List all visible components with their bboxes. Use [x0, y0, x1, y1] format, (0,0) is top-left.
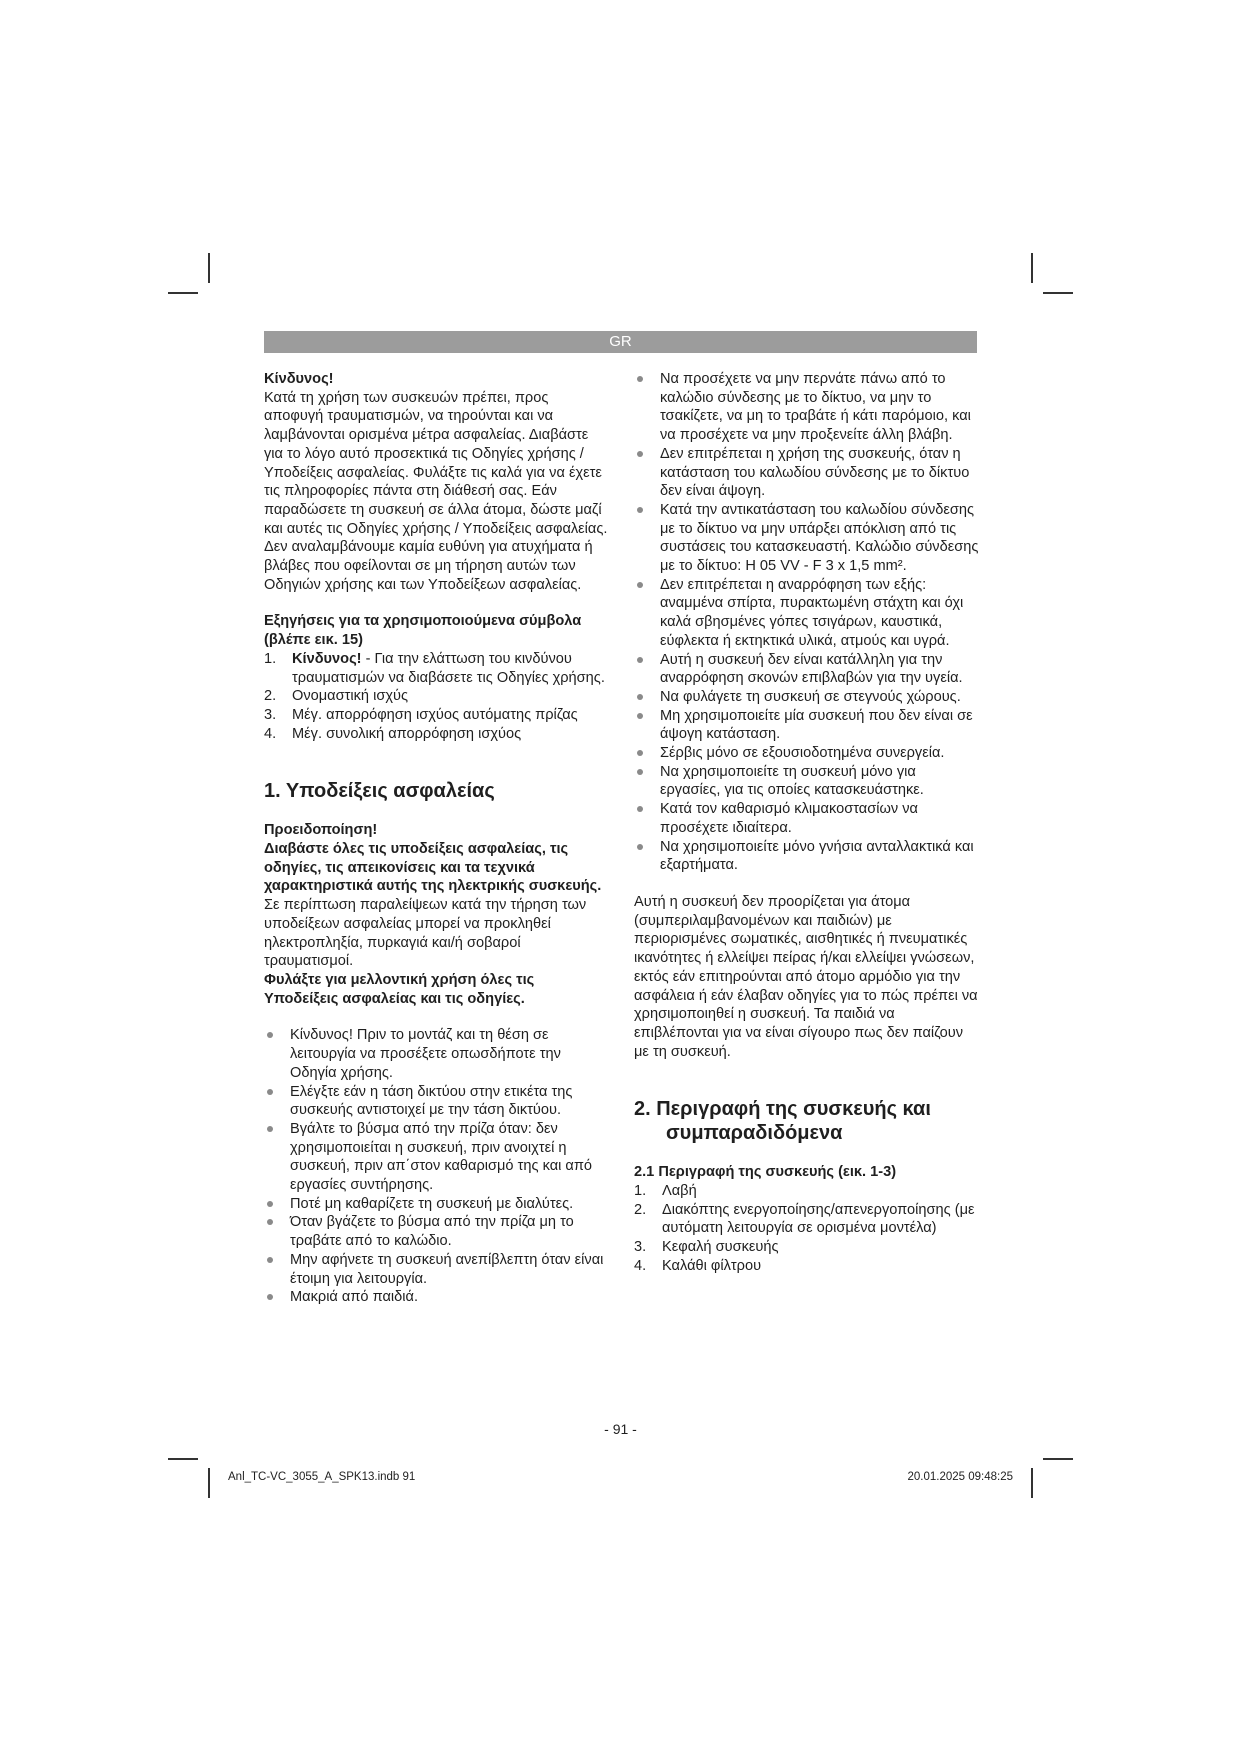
danger-title: Κίνδυνος! [264, 371, 334, 387]
list-item: 2. Διακόπτης ενεργοποίησης/απενεργοποίησης (με αυτόματη λειτουργία σε ορισμένα μοντέλα) [634, 1201, 975, 1237]
safety-bullets-left [264, 1026, 609, 1307]
warning-title: Προειδοποίηση! [264, 822, 378, 839]
safety-bullets-right [634, 370, 979, 875]
list-item: Κατά τον καθαρισμό κλιμακοστασίων να προσέχετε ιδιαίτερα. [634, 800, 979, 837]
symbols-list [264, 650, 609, 744]
section-2-1-heading: 2.1 Περιγραφή της συσκευής (εικ. 1-3) [634, 1164, 897, 1181]
keep-instructions: Φυλάξτε για μελλοντική χρήση όλες τις Υποδείξεις ασφαλείας και τις οδηγίες. [264, 971, 535, 1007]
list-item: Μακριά από παιδιά. [264, 1288, 609, 1307]
parts-list [634, 1182, 979, 1276]
footer-datetime: 20.01.2025 09:48:25 [907, 1471, 1013, 1483]
section-2-heading: 2. Περιγραφή της συσκευής και συμπαραδιδόμενα [634, 1098, 931, 1145]
list-item: Ελέγξτε εάν η τάση δικτύου στην ετικέτα της συσκευής αντιστοιχεί με την τάση δικτύου. [264, 1083, 609, 1120]
list-item: Να προσέχετε να μην περνάτε πάνω από το καλώδιο σύνδεσης με το δίκτυο, να μην το τσακίζετε, να μη το τραβάτε ή κάτι παρόμοιο, και να προσέχετε να μην προξενείτε άλλη βλάβη. [634, 370, 979, 445]
list-item: Ποτέ μη καθαρίζετε τη συσκευή με διαλύτες. [264, 1195, 609, 1214]
crop-mark [208, 253, 210, 283]
danger-text: Κατά τη χρήση των συσκευών πρέπει, προς αποφυγή τραυματισμών, να τηρούνται και να λαμβάνονται ορισμένα μέτρα ασφαλείας. Διαβάστε για το λόγο αυτό προσεκτικά τις Οδηγίες χρήσης / Υποδείξεις ασφαλείας. Φυλάξτε τις καλά για να έχετε τις πληροφορίες πάντα στη διάθεσή σας. Εάν παραδώσετε τη συσκευή σε άλλα άτομα, δώστε μαζί και αυτές τις Οδηγίες χρήσης / Υποδείξεις ασφαλείας. Δεν αναλαμβάνουμε καμία ευθύνη για ατυχήματα ή βλάβες που οφείλονται σε μη τήρηση αυτών των Οδηγιών χρήσης και των Υποδείξεων ασφαλείας. [264, 389, 608, 593]
list-item: 3. Μέγ. απορρόφηση ισχύος αυτόματης πρίζας [264, 706, 578, 723]
list-item: 3. Κεφαλή συσκευής [634, 1239, 779, 1256]
right-column [634, 370, 979, 1276]
list-item: 4. Μέγ. συνολική απορρόφηση ισχύος [264, 725, 522, 742]
list-item: Κίνδυνος! Πριν το μοντάζ και τη θέση σε λειτουργία να προσέξετε οπωσδήποτε την Οδηγία χρήσης. [264, 1026, 609, 1082]
list-item: Δεν επιτρέπεται η αναρρόφηση των εξής: αναμμένα σπίρτα, πυρακτωμένη στάχτη και όχι καλά σβησμένες γόπες τσιγάρων, καυστικά, εύφλεκτα ή εκτηκτικά υλικά, ατμούς και υγρά. [634, 576, 979, 651]
list-item: Μη χρησιμοποιείτε μία συσκευή που δεν είναι σε άψογη κατάσταση. [634, 707, 979, 744]
list-item: 4. Καλάθι φίλτρου [634, 1257, 762, 1274]
list-item: Δεν επιτρέπεται η χρήση της συσκευής, όταν η κατάσταση του καλωδίου σύνδεσης με το δίκτυο δεν είναι άψογη. [634, 445, 979, 501]
crop-mark [168, 292, 198, 294]
list-item: 1. Λαβή [634, 1183, 697, 1200]
list-item: Όταν βγάζετε το βύσμα από την πρίζα μη το τραβάτε από το καλώδιο. [264, 1213, 609, 1250]
section-1-heading: 1. Υποδείξεις ασφαλείας [264, 780, 495, 803]
list-item: Κατά την αντικατάσταση του καλωδίου σύνδεσης με το δίκτυο να μην υπάρξει απόκλιση από τις συστάσεις του κατασκευαστή. Καλώδιο σύνδεσης με το δίκτυο: H 05 VV - F 3 x 1,5 mm². [634, 501, 979, 576]
crop-mark [1043, 292, 1073, 294]
page-number: - 91 - [604, 1421, 637, 1437]
list-item: 1. Κίνδυνος! - Για την ελάττωση του κινδύνου τραυματισμών να διαβάσετε τις Οδηγίες χρήσης. [264, 650, 605, 686]
list-item: Να φυλάγετε τη συσκευή σε στεγνούς χώρους. [634, 688, 979, 707]
list-item: Αυτή η συσκευή δεν είναι κατάλληλη για την αναρρόφηση σκονών επιβλαβών για την υγεία. [634, 651, 979, 688]
warning-text: Διαβάστε όλες τις υποδείξεις ασφαλείας, τις οδηγίες, τις απεικονίσεις και τα τεχνικά χαρακτηριστικά αυτής της ηλεκτρικής συσκευής. Σε περίπτωση παραλείψεων κατά την τήρηση των υποδείξεων ασφαλείας μπορεί να προκληθεί ηλεκτροπληξία, πυρκαγιά και/ή σοβαροί τραυματισμοί. [264, 841, 602, 970]
list-item: Βγάλτε το βύσμα από την πρίζα όταν: δεν χρησιμοποιείται η συσκευή, πριν ανοιχτεί η συσκευή, πριν απ΄στον καθαρισμό της και από εργασίες συντήρησης. [264, 1120, 609, 1195]
crop-mark [1031, 1468, 1033, 1498]
list-item: Μην αφήνετε τη συσκευή ανεπίβλεπτη όταν είναι έτοιμη για λειτουργία. [264, 1251, 609, 1288]
list-item: Να χρησιμοποιείτε μόνο γνήσια ανταλλακτικά και εξαρτήματα. [634, 838, 979, 875]
left-column [264, 370, 609, 1307]
crop-mark [1031, 253, 1033, 283]
footer-file-name: Anl_TC-VC_3055_A_SPK13.indb 91 [228, 1471, 416, 1483]
symbols-title: Εξηγήσεις για τα χρησιμοποιούμενα σύμβολα (βλέπε εικ. 15) [264, 613, 582, 649]
persons-paragraph: Αυτή η συσκευή δεν προορίζεται για άτομα (συμπεριλαμβανομένων και παιδιών) με περιορισμένες σωματικές, αισθητικές ή πνευματικές ικανότητες ή ελλείψει πείρας ή/και ελλείψει γνώσεων, εκτός εάν επιτηρούνται από άτομο αρμόδιο για την ασφάλεια ή εάν έλαβαν οδηγίες για το πώς πρέπει να χρησιμοποιηθεί η συσκευή. Τα παιδιά να επιβλέπονται για να είναι σίγουρο πως δεν παίζουν με τη συσκευή. [634, 893, 978, 1060]
list-item: 2. Ονομαστική ισχύς [264, 688, 409, 705]
list-item: Σέρβις μόνο σε εξουσιοδοτημένα συνεργεία. [634, 744, 979, 763]
language-header-bar: GR [264, 331, 977, 353]
crop-mark [1043, 1458, 1073, 1460]
list-item: Να χρησιμοποιείτε τη συσκευή μόνο για εργασίες, για τις οποίες κατασκευάστηκε. [634, 763, 979, 800]
crop-mark [208, 1468, 210, 1498]
crop-mark [168, 1458, 198, 1460]
